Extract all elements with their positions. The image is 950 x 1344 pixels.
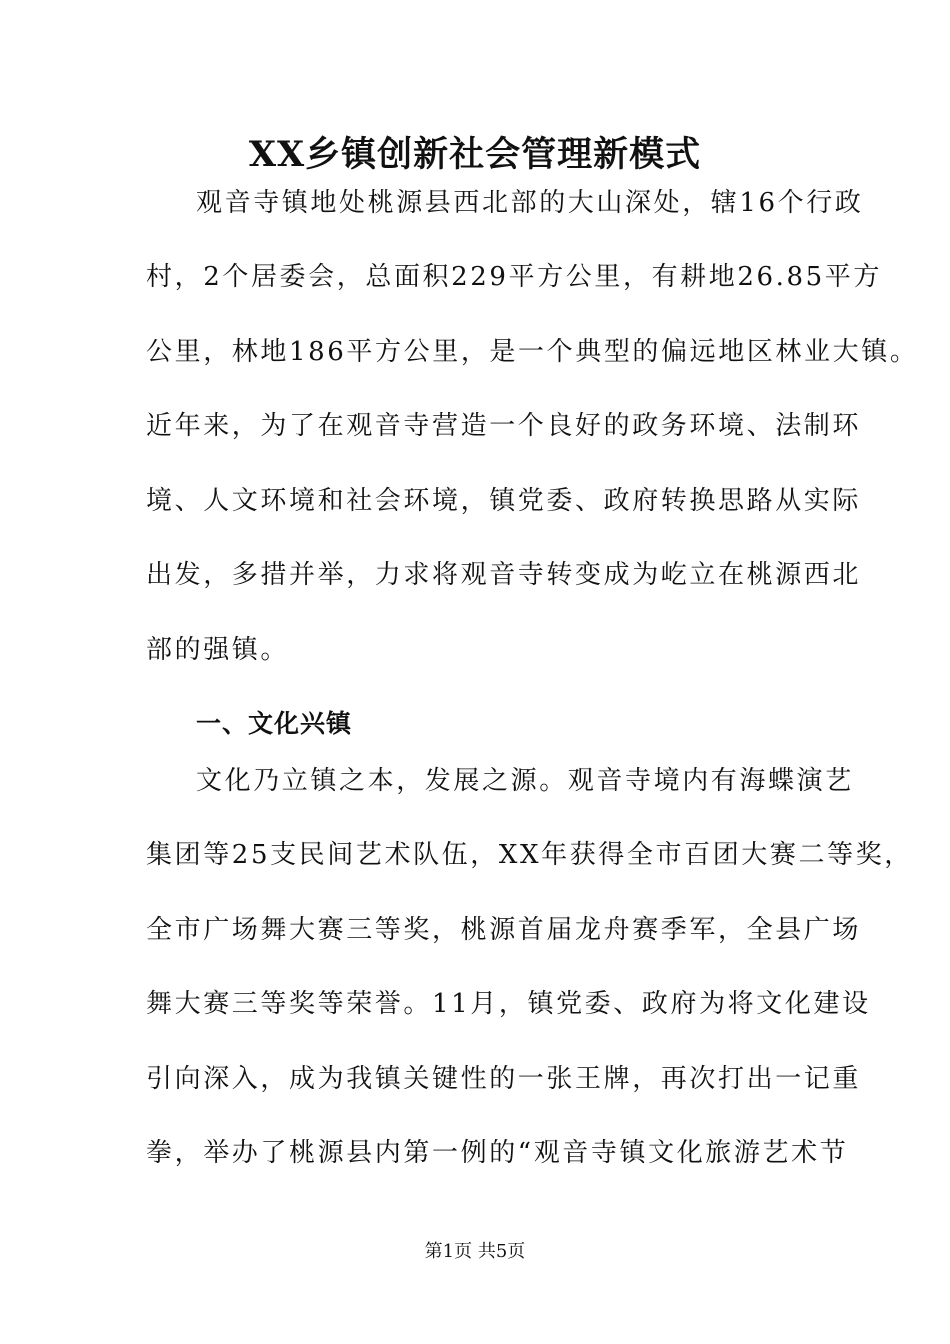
paragraph-line: 公里，林地186平方公里，是一个典型的偏远地区林业大镇。 — [146, 337, 919, 367]
paragraph-line: 文化乃立镇之本，发展之源。观音寺境内有海蝶演艺 — [196, 766, 854, 796]
section-heading: 一、文化兴镇 — [196, 709, 353, 738]
paragraph-line: 集团等25支民间艺术队伍，XX年获得全市百团大赛二等奖， — [146, 840, 913, 870]
page-number-footer: 第1页 共5页 — [424, 1241, 526, 1262]
paragraph-line: 出发，多措并举，力求将观音寺转变成为屹立在桃源西北 — [146, 560, 862, 590]
paragraph-line: 全市广场舞大赛三等奖，桃源首届龙舟赛季军，全县广场 — [146, 915, 862, 945]
document-title: XX乡镇创新社会管理新模式 — [248, 134, 702, 175]
paragraph-line: 拳，举办了桃源县内第一例的“观音寺镇文化旅游艺术节 — [146, 1138, 849, 1168]
paragraph-line: 部的强镇。 — [146, 635, 290, 665]
paragraph-line: 引向深入，成为我镇关键性的一张王牌，再次打出一记重 — [146, 1064, 862, 1094]
paragraph-line: 舞大赛三等奖等荣誉。11月，镇党委、政府为将文化建设 — [146, 989, 871, 1019]
paragraph-line: 村，2个居委会，总面积229平方公里，有耕地26.85平方 — [146, 262, 883, 292]
paragraph-line: 观音寺镇地处桃源县西北部的大山深处，辖16个行政 — [196, 188, 864, 218]
paragraph-line: 境、人文环境和社会环境，镇党委、政府转换思路从实际 — [146, 486, 862, 516]
paragraph-line: 近年来，为了在观音寺营造一个良好的政务环境、法制环 — [146, 411, 862, 441]
